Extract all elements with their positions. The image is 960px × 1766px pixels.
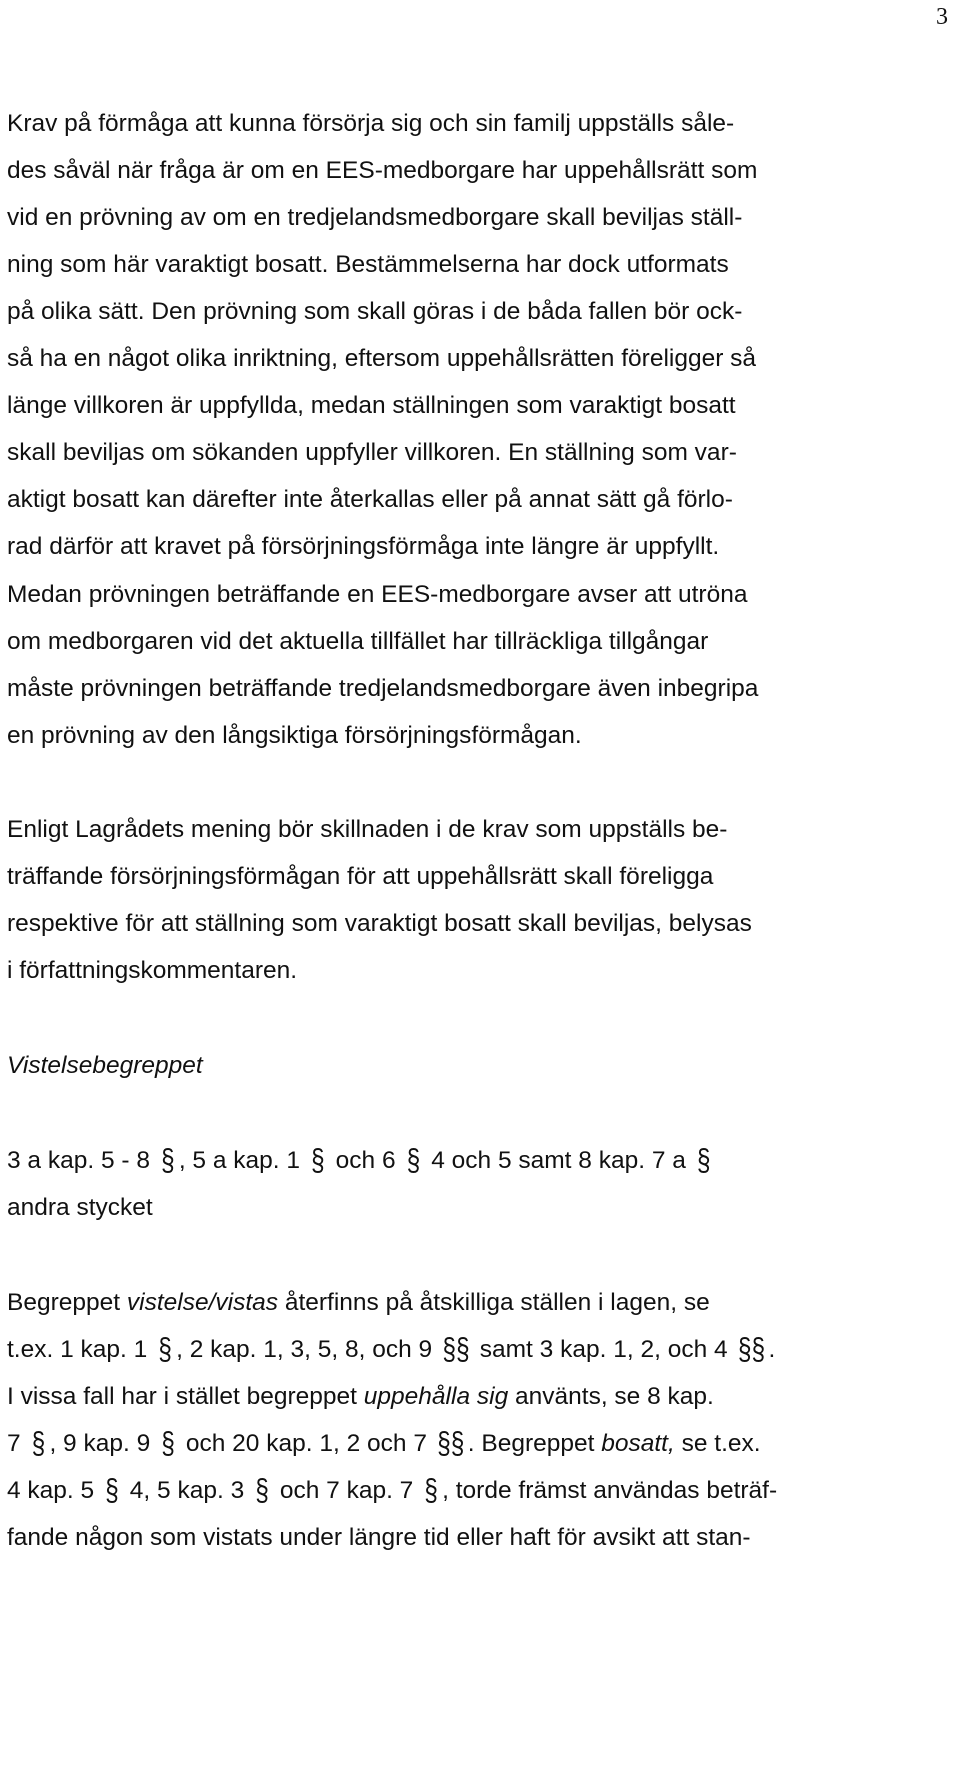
section-sign: § [161, 1426, 175, 1461]
text-line: så ha en något olika inriktning, eftersom uppehållsrätten föreligger så [7, 345, 757, 372]
text-line [7, 1473, 778, 1508]
italic-term: bosatt, [601, 1430, 675, 1457]
text-line: Krav på förmåga att kunna försörja sig och sin familj uppställs såle- [7, 110, 735, 137]
section-sign: §§ [442, 1332, 470, 1367]
text-run: återfinns på åtskilliga ställen i lagen, se [278, 1289, 710, 1316]
text-line: Enligt Lagrådets mening bör skillnaden i de krav som uppställs be- [7, 816, 728, 843]
section-sign: § [696, 1143, 711, 1178]
text-run: samt 3 kap. 1, 2, och 4 [472, 1336, 735, 1363]
text-line: skall beviljas om sökanden uppfyller villkoren. En ställning som var- [7, 439, 737, 466]
text-line: aktigt bosatt kan därefter inte återkallas eller på annat sätt gå förlo- [7, 486, 733, 513]
text-run: 4, 5 kap. 3 [122, 1477, 252, 1504]
section-sign: § [31, 1426, 46, 1461]
text-run: Begreppet [7, 1289, 127, 1316]
text-run: , torde främst användas beträf- [442, 1477, 778, 1504]
text-line: måste prövningen beträffande tredjelandsmedborgare även inbegripa [7, 675, 759, 702]
section-sign: § [255, 1473, 269, 1508]
section-sign: § [311, 1143, 325, 1178]
text-line: på olika sätt. Den prövning som skall göras i de båda fallen bör ock- [7, 298, 743, 325]
text-run: 3 a kap. 5 - 8 [7, 1147, 157, 1174]
text-run: se t.ex. [674, 1430, 761, 1457]
section-sign: §§ [737, 1332, 766, 1367]
italic-term: vistelse/vistas [126, 1289, 279, 1316]
text-run: 4 och 5 samt 8 kap. 7 a [424, 1147, 693, 1174]
section-heading: Vistelsebegreppet [7, 1052, 203, 1079]
text-run: . Begreppet [467, 1430, 602, 1457]
section-sign: § [424, 1473, 438, 1508]
section-sign: § [406, 1143, 421, 1178]
text-line: en prövning av den långsiktiga försörjningsförmågan. [7, 722, 582, 749]
italic-term: uppehålla sig [363, 1383, 509, 1410]
text-line: vid en prövning av om en tredjelandsmedborgare skall beviljas ställ- [7, 204, 743, 231]
text-line: i författningskommentaren. [7, 957, 298, 984]
text-line [7, 1288, 710, 1318]
reference-line [7, 1143, 715, 1178]
text-run: och 20 kap. 1, 2 och 7 [179, 1430, 434, 1457]
section-sign: § [105, 1473, 119, 1508]
text-run: , 5 a kap. 1 [178, 1147, 307, 1174]
text-line: respektive för att ställning som varaktigt bosatt skall beviljas, belysas [7, 910, 752, 937]
text-run: , 9 kap. 9 [49, 1430, 158, 1457]
text-run: I vissa fall har i stället begreppet [7, 1383, 364, 1410]
text-run: och 7 kap. 7 [273, 1477, 421, 1504]
text-run: 4 kap. 5 [7, 1477, 101, 1504]
text-line: träffande försörjningsförmågan för att uppehållsrätt skall föreligga [7, 863, 714, 890]
text-run: 7 [7, 1430, 28, 1457]
section-sign: § [158, 1332, 172, 1367]
reference-line: andra stycket [7, 1194, 153, 1221]
text-line: Medan prövningen beträffande en EES-medborgare avser att utröna [7, 581, 748, 608]
text-line: länge villkoren är uppfyllda, medan ställningen som varaktigt bosatt [7, 392, 736, 419]
section-sign: §§ [437, 1426, 465, 1461]
text-run: och 6 [328, 1147, 403, 1174]
text-line [7, 1382, 714, 1412]
text-line: des såväl när fråga är om en EES-medborgare har uppehållsrätt som [7, 157, 758, 184]
text-run: t.ex. 1 kap. 1 [7, 1336, 155, 1363]
page-number: 3 [936, 4, 948, 30]
text-line [7, 1426, 761, 1461]
section-sign: § [160, 1143, 175, 1178]
text-line: fande någon som vistats under längre tid eller haft för avsikt att stan- [7, 1524, 751, 1551]
text-run: . [768, 1336, 776, 1363]
text-line [7, 1332, 776, 1367]
text-line: ning som här varaktigt bosatt. Bestämmelserna har dock utformats [7, 251, 729, 278]
text-run: , 2 kap. 1, 3, 5, 8, och 9 [176, 1336, 439, 1363]
text-run: använts, se 8 kap. [508, 1383, 714, 1410]
text-line: rad därför att kravet på försörjningsförmåga inte längre är uppfyllt. [7, 533, 720, 560]
text-line: om medborgaren vid det aktuella tillfället har tillräckliga tillgångar [7, 628, 709, 655]
